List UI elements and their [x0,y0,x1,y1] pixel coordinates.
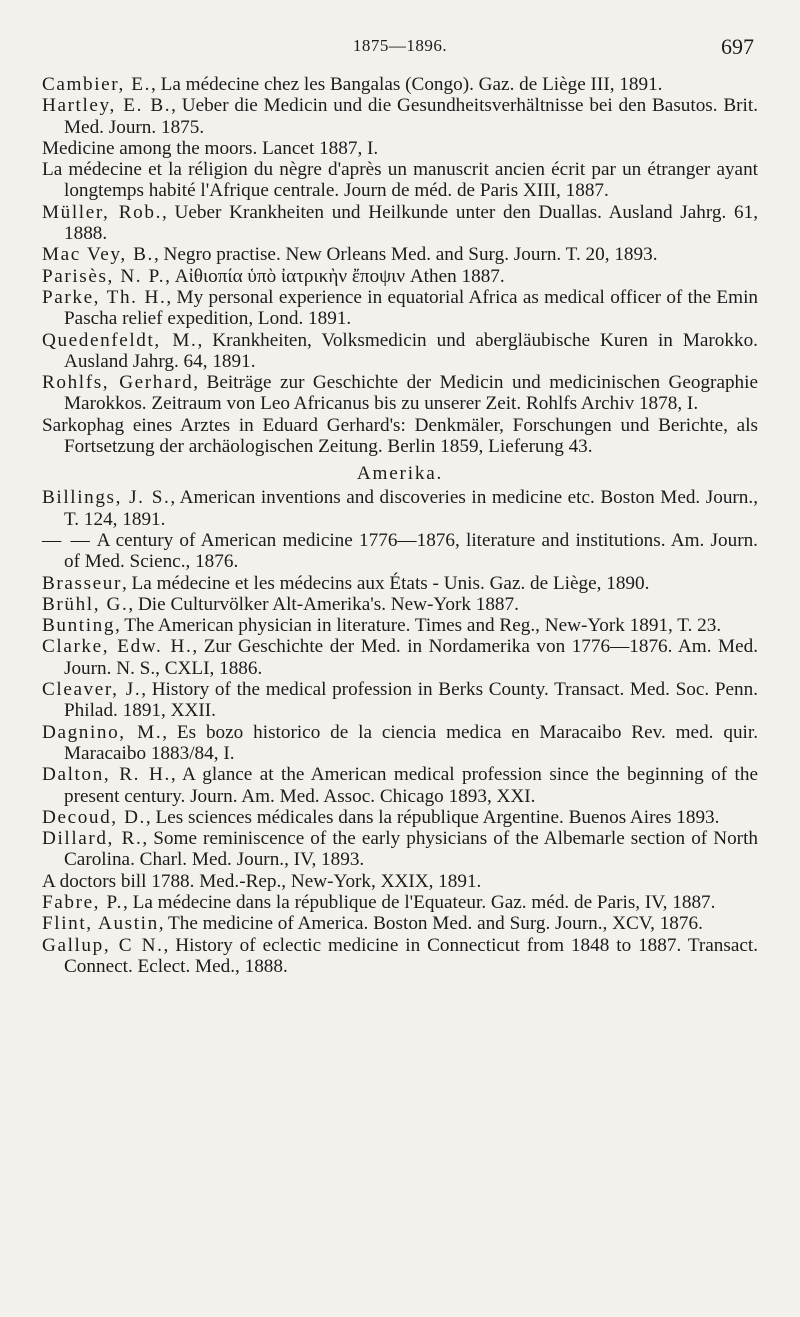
entry-author: Flint, Austin [42,913,159,935]
bibliography-entry [42,266,758,287]
entry-author: Gallup, C N. [42,934,164,956]
entry-text: , Ueber die Medicin und die Gesundheitsverhältnisse bei den Basutos. Brit. Med. Journ. 1875. [64,95,758,138]
entry-author: Dagnino, M. [42,721,163,743]
bibliography-entry [42,202,758,245]
entry-text: , Krankheiten, Volksmedicin und abergläubische Kuren in Marokko. Ausland Jahrg. 64, 1891. [64,329,758,372]
entry-text: , The medicine of America. Boston Med. and Surg. Journ., XCV, 1876. [158,913,703,935]
bibliography-entry [42,487,758,530]
entry-author: Brühl, G. [42,593,129,615]
bibliography-entry [42,287,758,330]
entry-text: , La médecine dans la république de l'Equateur. Gaz. méd. de Paris, IV, 1887. [123,891,716,913]
bibliography-entry [42,722,758,765]
entry-author: Fabre, P. [42,891,124,913]
bibliography-entry [42,372,758,415]
running-head [42,30,758,74]
entry-text: , Αἰθιοπία ὑπὸ ἰατρικὴν ἔποψιν Athen 1887. [165,265,505,287]
entry-author: Clarke, Edw. H. [42,636,193,658]
entry-text: , Die Culturvölker Alt-Amerika's. New-York 1887. [128,593,519,615]
entry-text: La médecine et la réligion du nègre d'après un manuscrit ancien écrit par un étranger ayant longtemps habité l'Afrique centrale. Journ de méd. de Paris XIII, 1887. [42,159,758,202]
entry-text: , Les sciences médicales dans la république Argentine. Buenos Aires 1893. [145,806,720,828]
entry-text: , History of the medical profession in Berks County. Transact. Med. Soc. Penn. Philad. 1891, XXII. [64,679,758,722]
page-number: 697 [721,34,754,59]
entry-text: , History of eclectic medicine in Connecticut from 1848 to 1887. Transact. Connect. Eclect. Med., 1888. [64,934,758,977]
entry-text: , A glance at the American medical profession since the beginning of the present century. Journ. Am. Med. Assoc. Chicago 1893, XXI. [64,764,758,807]
entry-author: Bunting [42,615,116,637]
bibliography-entry [42,935,758,978]
entry-text: , Ueber Krankheiten und Heilkunde unter den Duallas. Ausland Jahrg. 61, 1888. [64,201,759,245]
bibliography-entry [42,764,758,807]
entry-text: Sarkophag eines Arztes in Eduard Gerhard's: Denkmäler, Forschungen und Berichte, als Fortsetzung der archäologischen Zeitung. Berlin 1859, Lieferung 43. [42,414,758,458]
bibliography-entry [42,330,758,373]
bibliography-entry [42,159,758,202]
entry-author: Müller, Rob. [42,201,162,223]
bibliography-entry [42,95,758,138]
entry-author: Decoud, D. [42,806,146,828]
entry-text: A doctors bill 1788. Med.-Rep., New-York, XXIX, 1891. [42,870,482,892]
entry-text: A century of American medicine 1776—1876, literature and institutions. Am. Journ. of Med. Scienc., 1876. [64,529,758,573]
entry-author: Hartley, E. B. [42,95,172,117]
bibliography-entry [42,636,758,679]
running-title: 1875—1896. [352,36,448,55]
bibliography-entry [42,530,758,573]
bibliography-entry [42,74,758,95]
entry-author: Billings, J. S. [42,487,171,509]
entry-author: Brasseur [42,572,122,594]
bibliography-entry [42,594,758,615]
bibliography-entry [42,892,758,913]
entry-author: Cleaver, J. [42,679,142,701]
bibliography-entry [42,913,758,934]
entry-text: , American inventions and discoveries in medicine etc. Boston Med. Journ., T. 124, 1891. [64,487,758,530]
entry-author: Mac Vey, B. [42,244,154,266]
bibliography-entry [42,138,758,159]
entry-author: Cambier, E. [42,74,152,95]
bibliography-entry [42,244,758,265]
entry-author: Dillard, R. [42,828,143,850]
entry-author: Quedenfeldt, M. [42,329,198,351]
entry-author: Parisès, N. P. [42,265,166,287]
entry-text: , My personal experience in equatorial Africa as medical officer of the Emin Pascha relief expedition, Lond. 1891. [64,286,758,330]
entry-text: , Negro practise. New Orleans Med. and Surg. Journ. T. 20, 1893. [153,244,658,266]
entry-text: , Beiträge zur Geschichte der Medicin und medicinischen Geographie Marokkos. Zeitraum von Leo Africanus bis zu unserer Zeit. Rohlfs Archiv 1878, I. [64,372,758,415]
bibliography-entry [42,415,758,458]
entry-text: , La médecine et les médecins aux États - Unis. Gaz. de Liège, 1890. [121,572,650,594]
section-heading: Amerika. [356,463,444,485]
entry-text: Medicine among the moors. Lancet 1887, I. [42,137,379,159]
entry-text: , Es bozo historico de la ciencia medica en Maracaibo Rev. med. quir. Maracaibo 1883/84, I. [64,721,758,764]
bibliography-entry [42,828,758,871]
bibliography-entry [42,615,758,636]
bibliography-section-amerika [42,487,758,977]
entry-author: Parke, Th. H. [42,286,167,308]
entry-author: — — [42,529,92,551]
bibliography-section-africa [42,74,758,457]
bibliography-entry [42,573,758,594]
entry-text: , Zur Geschichte der Med. in Nordamerika von 1776—1876. Am. Med. Journ. N. S., CXLI, 1886. [64,636,758,679]
bibliography-entry [42,871,758,892]
entry-author: Dalton, R. H. [42,764,171,786]
bibliography-entry [42,807,758,828]
entry-text: , La médecine chez les Bangalas (Congo). Gaz. de Liège III, 1891. [151,74,663,95]
bibliography-entry [42,679,758,722]
entry-text: , The American physician in literature. Times and Reg., New-York 1891, T. 23. [115,615,722,637]
entry-author: Rohlfs, Gerhard [42,372,194,394]
entry-text: , Some reminiscence of the early physicians of the Albemarle section of North Carolina. Charl. Med. Journ., IV, 1893. [64,828,758,871]
